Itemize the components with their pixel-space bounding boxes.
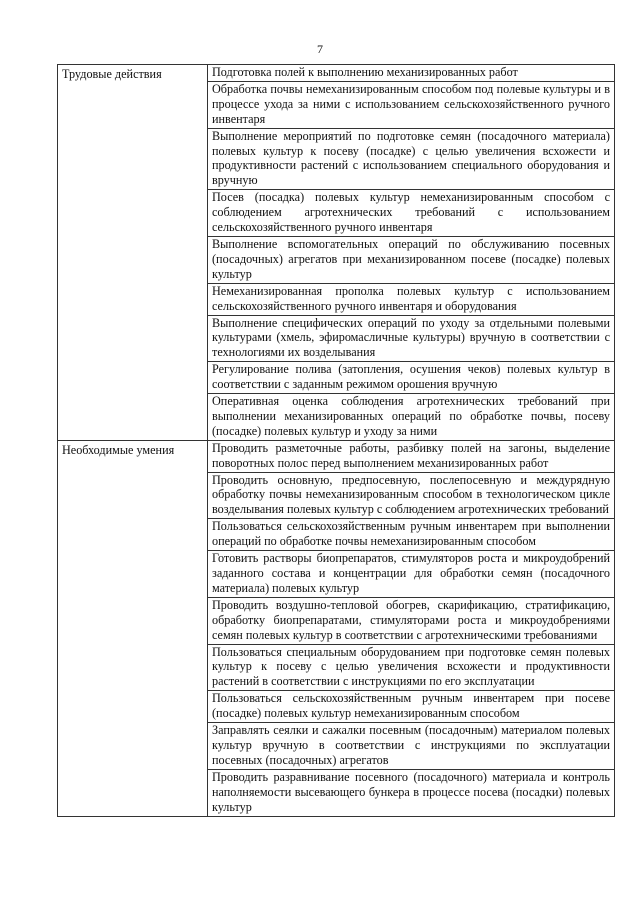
list-item: Пользоваться сельскохозяйственным ручным инвентарем при выполнении операций по обработке почвы немеханизированным способом — [208, 519, 614, 551]
list-item: Оперативная оценка соблюдения агротехнических требований при выполнении механизированных операций по обработке почвы, посеву (посадке) полевых культур и уходу за ними — [212, 394, 610, 438]
row-items — [208, 65, 615, 441]
row-label: Трудовые действия — [58, 65, 208, 441]
page-number: 7 — [317, 42, 323, 56]
list-item: Готовить растворы биопрепаратов, стимуляторов роста и микроудобрений заданного состава и концентрации для обработки семян (посадочного материала) полевых культур — [208, 551, 614, 598]
standard-table — [57, 64, 615, 817]
list-item: Немеханизированная прополка полевых культур с использованием сельскохозяйственного ручного инвентаря и оборудования — [208, 284, 614, 316]
table-body — [58, 65, 615, 817]
list-item: Проводить воздушно-тепловой обогрев, скарификацию, стратификацию, обработку биопрепаратами, стимуляторами роста и микроудобрениями семян полевых культур в соответствии с агротехническими требованиями — [208, 598, 614, 645]
list-item: Выполнение вспомогательных операций по обслуживанию посевных (посадочных) агрегатов при механизированном посеве (посадке) полевых культур — [208, 237, 614, 284]
list-item: Пользоваться специальным оборудованием при подготовке семян полевых культур к посеву с целью увеличения всхожести и продуктивности растений в соответствии с инструкциями по его эксплуатации — [208, 645, 614, 692]
list-item: Пользоваться сельскохозяйственным ручным инвентарем при посеве (посадке) полевых культур немеханизированным способом — [208, 691, 614, 723]
list-item: Проводить разравнивание посевного (посадочного) материала и контроль наполняемости высевающего бункера в процессе посева (посадки) полевых культур — [212, 769, 610, 814]
list-item: Посев (посадка) полевых культур немеханизированным способом с соблюдением агротехнических требований с использованием сельскохозяйственного ручного инвентаря — [208, 190, 614, 237]
table-row-required-skills — [58, 440, 615, 816]
table-row-labor-actions — [58, 65, 615, 441]
list-item: Выполнение специфических операций по уходу за отдельными полевыми культурами (хмель, эфиромасличные культуры) вручную в соответствии с технологиями их возделывания — [208, 316, 614, 363]
list-item: Обработка почвы немеханизированным способом под полевые культуры и в процессе ухода за ними с использованием сельскохозяйственного ручного инвентаря — [208, 82, 614, 129]
list-item: Подготовка полей к выполнению механизированных работ — [208, 65, 614, 82]
list-item: Проводить основную, предпосевную, послепосевную и междурядную обработку почвы немеханизированным способом в технологическом цикле возделывания полевых культур с соблюдением агротехнических требований — [208, 473, 614, 520]
row-label: Необходимые умения — [58, 440, 208, 816]
row-items — [208, 440, 615, 816]
list-item: Регулирование полива (затопления, осушения чеков) полевых культур в соответствии с заданным режимом орошения вручную — [208, 362, 614, 394]
list-item: Проводить разметочные работы, разбивку полей на загоны, выделение поворотных полос перед выполнением механизированных работ — [208, 441, 614, 473]
list-item: Заправлять сеялки и сажалки посевным (посадочным) материалом полевых культур вручную в соответствии с инструкциями по эксплуатации посевных (посадочных) агрегатов — [208, 723, 614, 770]
list-item: Выполнение мероприятий по подготовке семян (посадочного материала) полевых культур к посеву (посадке) с целью увеличения всхожести и продуктивности растений с использованием специального оборудования и вручную — [208, 129, 614, 191]
